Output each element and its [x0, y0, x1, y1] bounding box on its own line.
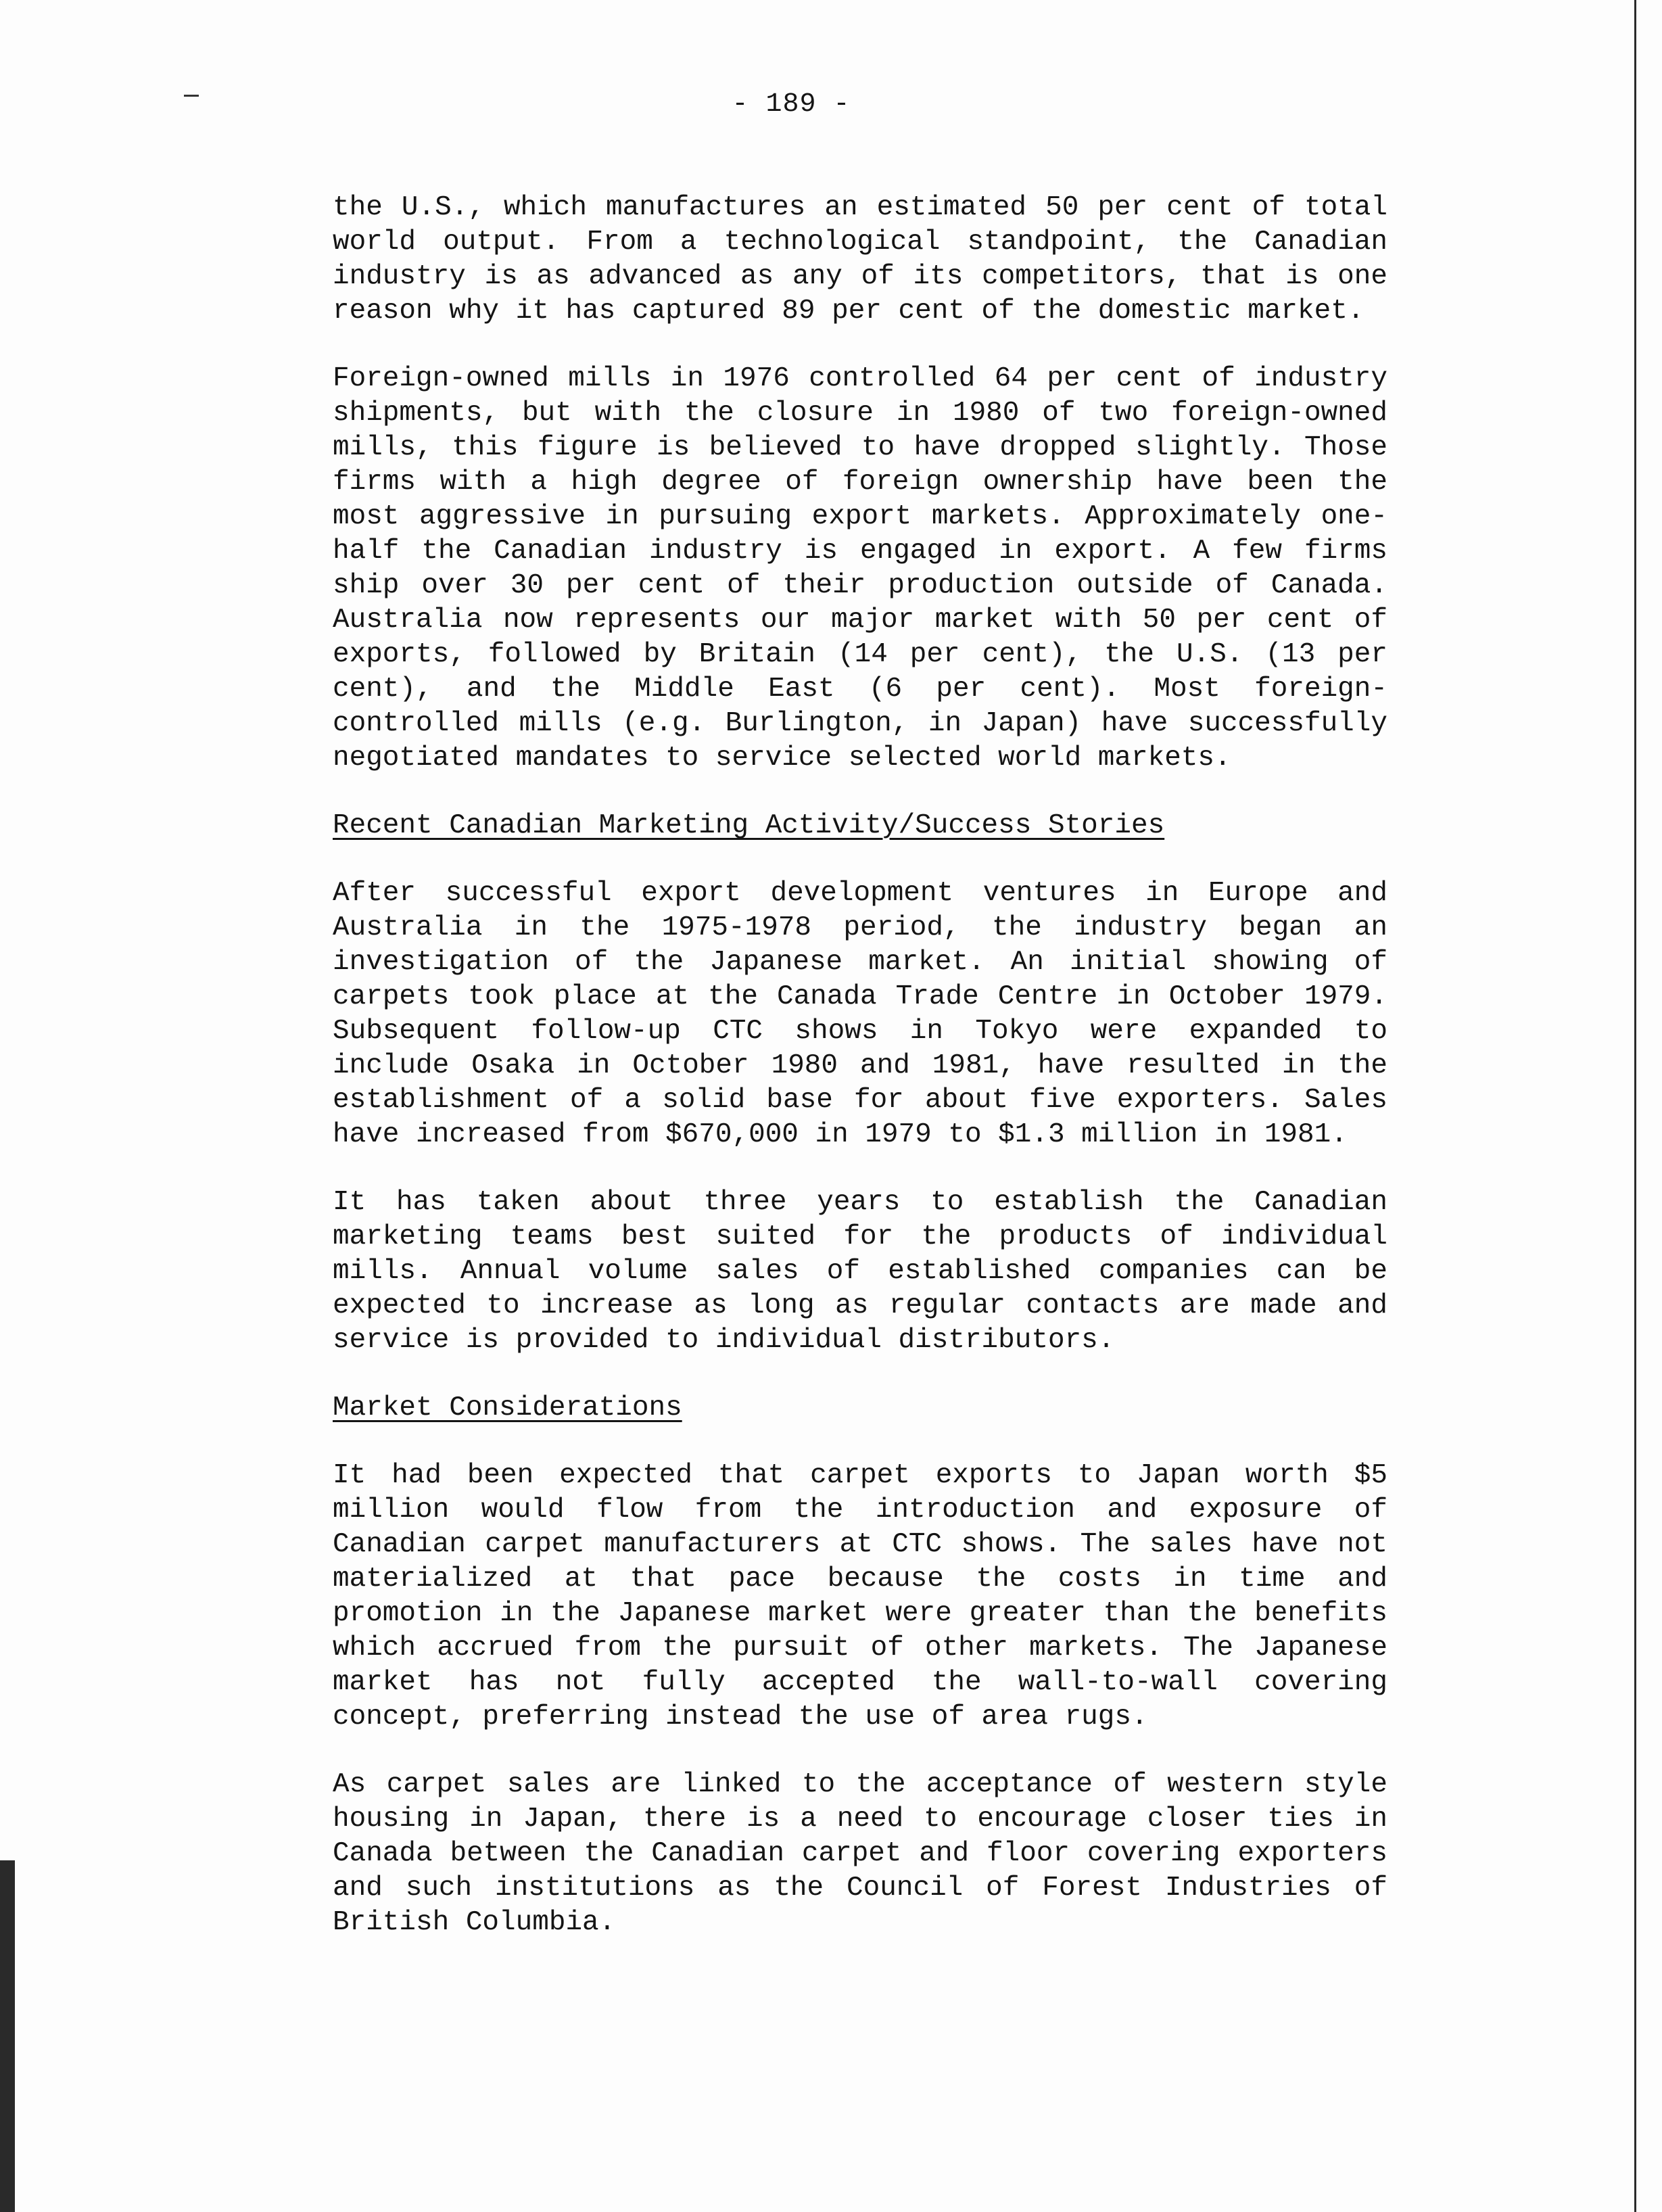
paragraph-marketing-teams: It has taken about three years to establish the Canadian marketing teams best suited for the products of individual mills. Annual volume sales of established companies can be expected to increase as long as regular contacts are made and service is provided to individual distributors. — [333, 1187, 1387, 1356]
paragraph-us-output: the U.S., which manufactures an estimated 50 per cent of total world output. From a technological standpoint, the Canadian industry is as advanced as any of its competitors, that is one reason why it has captured 89 per cent of the domestic market. — [333, 192, 1387, 327]
document-body — [333, 191, 1387, 1973]
paragraph-foreign-ownership: Foreign-owned mills in 1976 controlled 64 per cent of industry shipments, but with the closure in 1980 of two foreign-owned mills, this figure is believed to have dropped slightly. Those firms with a high degree of foreign ownership have been the most aggressive in pursuing export markets. Approximately one-half the Canadian industry is engaged in export. A few firms ship over 30 per cent of their production outside of Canada. Australia now represents our major market with 50 per cent of exports, followed by Britain (14 per cent), the U.S. (13 per cent), and the Middle East (6 per cent). Most foreign-controlled mills (e.g. Burlington, in Japan) have successfully negotiated mandates to service selected world markets. — [333, 363, 1387, 774]
page-number: - 189 - — [732, 89, 851, 120]
scan-edge-left — [0, 1860, 15, 2212]
paragraph-japan-market-investigation: After successful export development ventures in Europe and Australia in the 1975-1978 period, the industry began an investigation of the Japanese market. An initial showing of carpets took place at the Canada Trade Centre in October 1979. Subsequent follow-up CTC shows in Tokyo were expanded to include Osaka in October 1980 and 1981, have resulted in the establishment of a solid base for about five exporters. Sales have increased from $670,000 in 1979 to $1.3 million in 1981. — [333, 878, 1387, 1150]
section-heading-market-considerations: Market Considerations — [333, 1392, 682, 1423]
section-heading-wrapper — [333, 809, 1387, 876]
scan-edge-right — [1634, 0, 1636, 2212]
paragraph-expected-exports: It had been expected that carpet exports to Japan worth $5 million would flow from the introduction and exposure of Canadian carpet manufacturers at CTC shows. The sales have not materialized at that pace because the costs in time and promotion in the Japanese market were greater than the benefits which accrued from the pursuit of other markets. The Japanese market has not fully accepted the wall-to-wall covering concept, preferring instead the use of area rugs. — [333, 1460, 1387, 1733]
section-heading-marketing-activity: Recent Canadian Marketing Activity/Success Stories — [333, 810, 1165, 841]
paragraph-western-housing: As carpet sales are linked to the acceptance of western style housing in Japan, there is a need to encourage closer ties in Canada between the Canadian carpet and floor covering exporters and such institutions as the Council of Forest Industries of British Columbia. — [333, 1769, 1387, 1938]
section-heading-wrapper — [333, 1391, 1387, 1459]
